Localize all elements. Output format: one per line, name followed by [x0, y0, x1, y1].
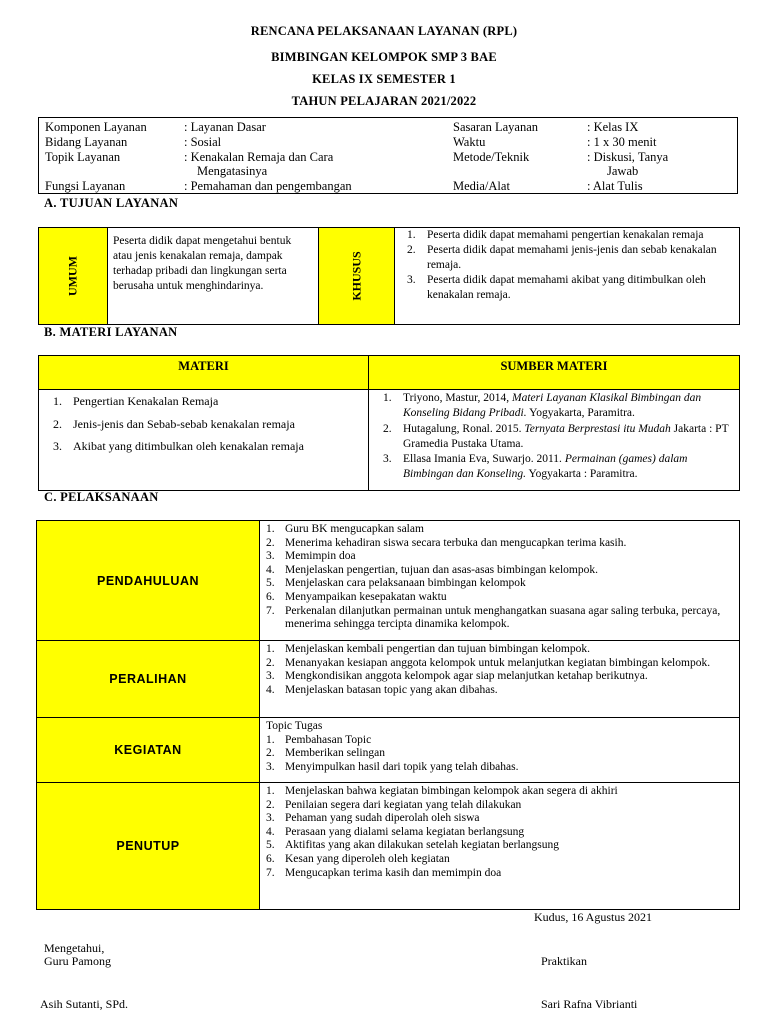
peralihan-label: PERALIHAN — [37, 641, 260, 717]
umum-text-cell — [108, 228, 319, 324]
pendahuluan-row — [37, 521, 739, 641]
list-item: 4. Menjelaskan pengertian, tujuan dan asas-asas bimbingan kelompok. — [266, 563, 598, 576]
info-key: Media/Alat — [453, 179, 510, 193]
penutup-content — [266, 785, 733, 880]
list-item: 2. Jenis-jenis dan Sebab-sebab kenakalan remaja — [53, 416, 295, 431]
list-item: 2. Penilaian segera dari kegiatan yang telah dilakukan — [266, 798, 522, 811]
list-item: 2. Hutagalung, Ronal. 2015. Ternyata Berprestasi itu Mudah Jakarta : PT Gramedia Pustaka Utama. — [383, 422, 729, 450]
list-item: 2. Memberikan selingan — [266, 747, 385, 760]
list-item: 2. Menerima kehadiran siswa secara terbuka dan mengucapkan terima kasih. — [266, 536, 627, 549]
list-item: 6. Menyampaikan kesepakatan waktu — [266, 590, 447, 603]
info-box — [38, 117, 738, 194]
pendahuluan-content — [266, 523, 733, 632]
materi-list-cell — [53, 390, 363, 458]
info-value: : Layanan Dasar — [184, 120, 266, 134]
list-item: 1. Menjelaskan kembali pengertian dan tujuan bimbingan kelompok. — [266, 643, 590, 655]
list-item: 3. Mengkondisikan anggota kelompok agar siap melanjutkan ketahap berikutnya. — [266, 670, 648, 683]
info-value: : Kenakalan Remaja dan Cara — [184, 150, 334, 164]
list-item: 5. Menjelaskan cara pelaksanaan bimbingan kelompok — [266, 577, 526, 590]
list-item: 3. Memimpin doa — [266, 550, 356, 563]
info-value: : Alat Tulis — [587, 179, 643, 193]
kegiatan-label: KEGIATAN — [37, 718, 260, 782]
list-item: 4. Menjelaskan batasan topic yang akan dibahas. — [266, 683, 498, 696]
info-row — [39, 135, 737, 150]
materi-table — [38, 355, 740, 491]
list-item: 1. Pembahasan Topic — [266, 733, 372, 746]
kegiatan-list — [266, 734, 733, 775]
peralihan-row — [37, 641, 739, 718]
info-row — [39, 164, 737, 179]
doc-year: TAHUN PELAJARAN 2021/2022 — [291, 94, 477, 108]
materi-list — [53, 390, 363, 458]
place-date: Kudus, 16 Agustus 2021 — [534, 910, 653, 924]
info-value: : Diskusi, Tanya — [587, 150, 669, 164]
khusus-cell — [319, 228, 395, 324]
list-item: 1. Pengertian Kenakalan Remaja — [53, 394, 219, 408]
kegiatan-row — [37, 718, 739, 783]
list-item: 7. Mengucapkan terima kasih dan memimpin doa — [266, 866, 502, 879]
peralihan-content — [266, 643, 733, 697]
info-row — [39, 150, 737, 165]
info-key: Komponen Layanan — [45, 120, 147, 134]
info-value: Jawab — [607, 164, 639, 178]
materi-header: MATERI — [39, 356, 368, 390]
khusus-list-cell — [395, 228, 739, 324]
pelaksanaan-table — [36, 520, 740, 910]
section-b-title: B. MATERI LAYANAN — [44, 325, 178, 339]
list-item: 2. Peserta didik dapat memahami jenis-jenis dan sebab kenakalan remaja. — [407, 244, 717, 271]
umum-label: UMUM — [65, 256, 80, 296]
sumber-list — [383, 391, 733, 483]
info-value: : Kelas IX — [587, 120, 639, 134]
signatory-right: Sari Rafna Vibrianti — [541, 997, 638, 1011]
sumber-header: SUMBER MATERI — [369, 356, 739, 390]
info-value: : Pemahaman dan pengembangan — [184, 179, 352, 193]
khusus-list — [407, 228, 733, 303]
sumber-list-cell — [383, 391, 733, 483]
list-item: 3. Pehaman yang sudah diperolah oleh siswa — [266, 812, 480, 825]
umum-cell — [39, 228, 108, 324]
list-item: 3. Akibat yang ditimbulkan oleh kenakalan remaja — [53, 439, 304, 453]
list-item: 3. Ellasa Imania Eva, Suwarjo. 2011. Permainan (games) dalam Bimbingan dan Konseling. Yogyakarta : Paramitra. — [383, 453, 688, 481]
praktikan-label: Praktikan — [541, 954, 587, 968]
list-item: 1. Peserta didik dapat memahami pengertian kenakalan remaja — [407, 229, 704, 241]
penutup-row — [37, 783, 739, 909]
info-key: Topik Layanan — [45, 150, 121, 164]
info-key: Waktu — [453, 135, 486, 149]
signatory-left: Asih Sutanti, SPd. — [40, 997, 129, 1011]
list-item: 5. Aktifitas yang akan dilakukan setelah kegiatan berlangsung — [266, 839, 559, 852]
list-item: 7. Perkenalan dilanjutkan permainan untuk menghangatkan suasana agar saling terbuka, percaya, menerima sehingga tercipta dinamika kelompok. — [266, 604, 721, 631]
section-a-title: A. TUJUAN LAYANAN — [44, 196, 179, 210]
list-item: 2. Menanyakan kesiapan anggota kelompok untuk melanjutkan kegiatan bimbingan kelompok. — [266, 656, 711, 669]
info-key: Bidang Layanan — [45, 135, 128, 149]
info-value: Mengatasinya — [197, 164, 268, 178]
info-value: : 1 x 30 menit — [587, 135, 657, 149]
pendahuluan-list — [266, 523, 733, 632]
info-key: Metode/Teknik — [453, 150, 530, 164]
info-row — [39, 179, 737, 194]
guru-pamong-label: Guru Pamong — [44, 954, 111, 968]
doc-subtitle: BIMBINGAN KELOMPOK SMP 3 BAE — [271, 50, 497, 64]
peralihan-list — [266, 643, 733, 697]
kegiatan-intro: Topic Tugas — [266, 720, 323, 732]
list-item: 1. Triyono, Mastur, 2014, Materi Layanan Klasikal Bimbingan dan Konseling Bidang Pribadi. Yogyakarta, Paramitra. — [383, 392, 702, 420]
penutup-label: PENUTUP — [37, 783, 260, 909]
doc-title: RENCANA PELAKSANAAN LAYANAN (RPL) — [250, 24, 518, 38]
list-item: 1. Menjelaskan bahwa kegiatan bimbingan kelompok akan segera di akhiri — [266, 785, 618, 797]
info-key: Fungsi Layanan — [45, 179, 126, 193]
section-c-title: C. PELAKSANAAN — [44, 490, 159, 504]
info-key: Sasaran Layanan — [453, 120, 539, 134]
doc-class: KELAS IX SEMESTER 1 — [312, 72, 456, 86]
column-divider — [368, 356, 369, 490]
tujuan-table — [38, 227, 740, 325]
list-item: 6. Kesan yang diperoleh oleh kegiatan — [266, 852, 450, 865]
penutup-list — [266, 785, 733, 880]
list-item: 1. Guru BK mengucapkan salam — [266, 523, 424, 535]
info-value: : Sosial — [184, 135, 222, 149]
pendahuluan-label: PENDAHULUAN — [37, 521, 260, 640]
list-item: 3. Menyimpulkan hasil dari topik yang telah dibahas. — [266, 760, 519, 773]
umum-text: Peserta didik dapat mengetahui bentuk atau jenis kenakalan remaja, dampak terhadap pribadi dan lingkungan serta berusaha untuk menghindarinya. — [113, 235, 292, 292]
info-row — [39, 120, 737, 135]
list-item: 3. Peserta didik dapat memahami akibat yang ditimbulkan oleh kenakalan remaja. — [407, 274, 706, 301]
list-item: 4. Perasaan yang dialami selama kegiatan berlangsung — [266, 825, 525, 838]
mengetahui-label: Mengetahui, — [44, 941, 105, 955]
kegiatan-content — [266, 720, 733, 774]
khusus-label: KHUSUS — [349, 251, 363, 301]
